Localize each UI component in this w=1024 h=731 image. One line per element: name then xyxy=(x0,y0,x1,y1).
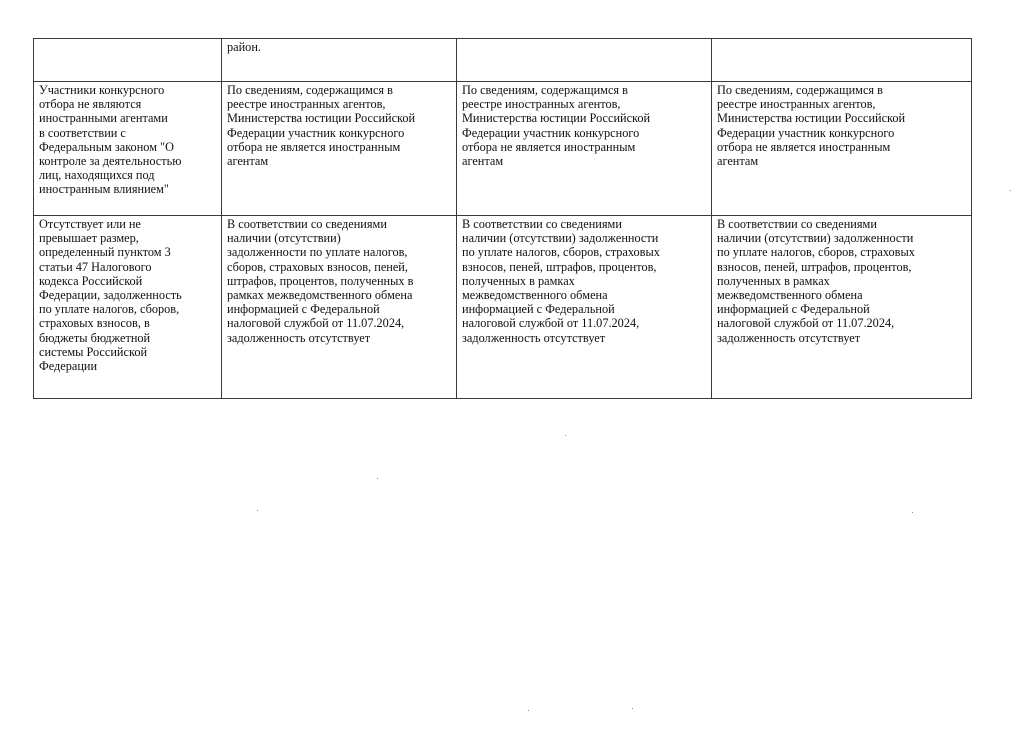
table-cell xyxy=(34,39,222,82)
scan-speck xyxy=(257,510,258,511)
scan-speck xyxy=(377,478,378,479)
cell-text: В соответствии со сведениями наличии (отсутствии) задолженности по уплате налогов, сборов, страховых взносов, пеней, штрафов, процентов, полученных в рамках межведомственного обмена информацией с Федеральной налоговой службой от 11.07.2024, задолженность отсутствует xyxy=(717,217,915,345)
criterion-cell xyxy=(34,216,222,399)
table-cell xyxy=(222,216,457,399)
scan-speck xyxy=(632,708,633,709)
cell-text: Участники конкурсного отбора не являются иностранными агентами в соответствии с Федеральным законом "О контроле за деятельностью лиц, находящихся под иностранным влиянием" xyxy=(39,83,182,197)
criterion-cell xyxy=(34,82,222,216)
table-row xyxy=(34,216,972,399)
table-cell xyxy=(222,39,457,82)
cell-text: В соответствии со сведениями наличии (отсутствии) задолженности по уплате налогов, сборов, страховых взносов, пеней, штрафов, процентов, полученных в рамках межведомственного обмена информацией с Федеральной налоговой службой от 11.07.2024, задолженность отсутствует xyxy=(462,217,660,345)
cell-text: Отсутствует или не превышает размер, определенный пунктом 3 статьи 47 Налогового кодекса Российской Федерации, задолженность по уплате налогов, сборов, страховых взносов, в бюджеты бюджетной системы Российской Федерации xyxy=(39,217,182,374)
table-row xyxy=(34,82,972,216)
scan-speck xyxy=(1010,190,1011,191)
table-row xyxy=(34,39,972,82)
table-cell xyxy=(457,39,712,82)
scan-speck xyxy=(528,710,529,711)
cell-text: район. xyxy=(227,40,261,54)
table-cell xyxy=(457,216,712,399)
cell-text: По сведениям, содержащимся в реестре иностранных агентов, Министерства юстиции Российской Федерации участник конкурсного отбора не является иностранным агентам xyxy=(717,83,906,169)
scan-speck xyxy=(565,435,566,436)
table-cell xyxy=(712,216,972,399)
cell-text: В соответствии со сведениями наличии (отсутствии) задолженности по уплате налогов, сборов, страховых взносов, пеней, штрафов, процентов, полученных в рамках межведомственного обмена информацией с Федеральной налоговой службой от 11.07.2024, задолженность отсутствует xyxy=(227,217,414,345)
scan-speck xyxy=(912,512,913,513)
table-cell xyxy=(222,82,457,216)
table-cell xyxy=(457,82,712,216)
table-cell xyxy=(712,82,972,216)
document-table xyxy=(33,38,972,399)
cell-text: По сведениям, содержащимся в реестре иностранных агентов, Министерства юстиции Российской Федерации участник конкурсного отбора не является иностранным агентам xyxy=(227,83,416,169)
cell-text: По сведениям, содержащимся в реестре иностранных агентов, Министерства юстиции Российской Федерации участник конкурсного отбора не является иностранным агентам xyxy=(462,83,651,169)
table-cell xyxy=(712,39,972,82)
